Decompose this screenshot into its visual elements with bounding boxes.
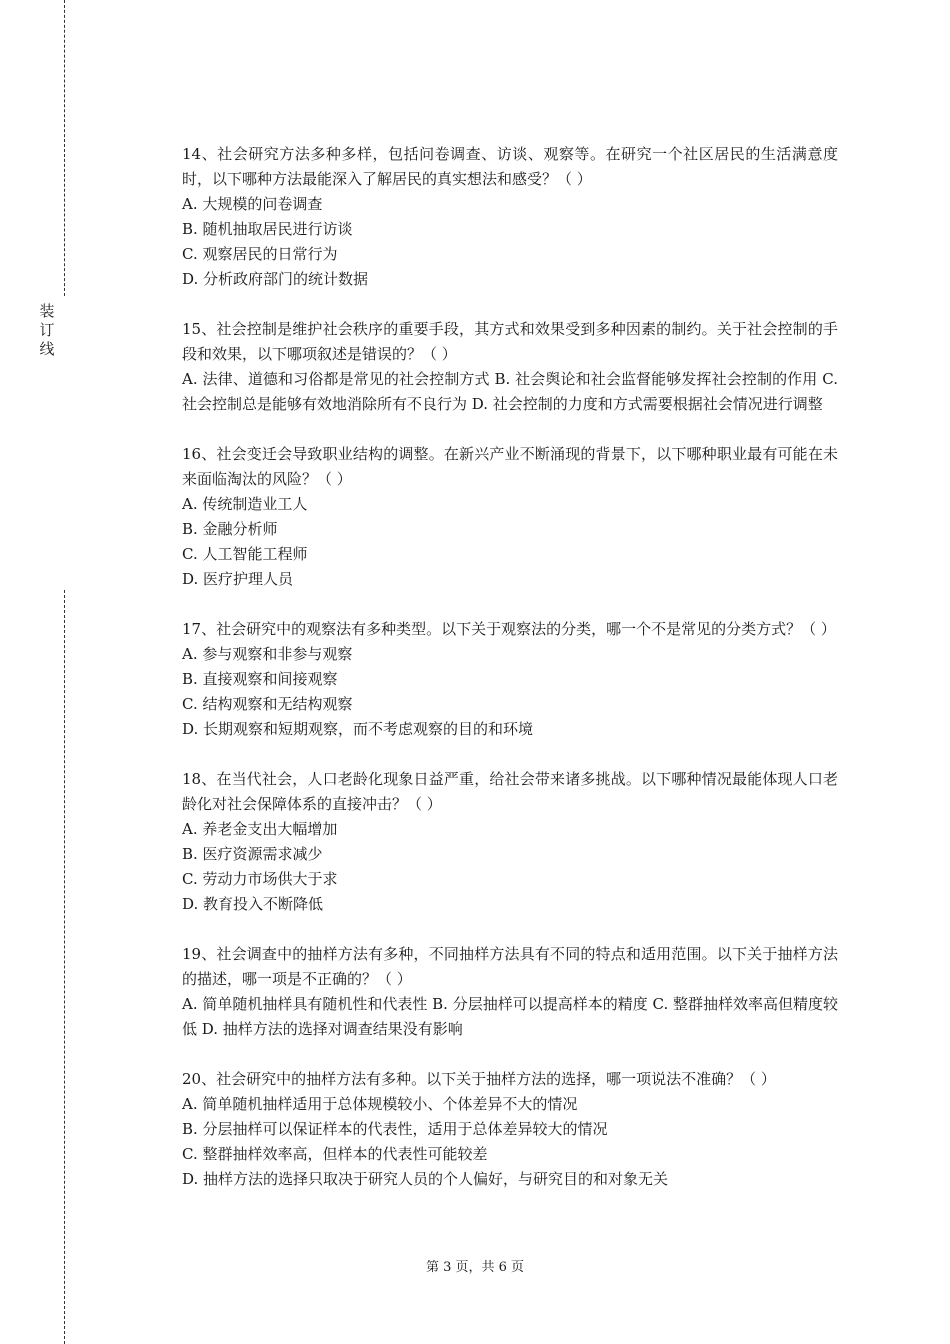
option-c: C. 劳动力市场供大于求	[182, 870, 338, 888]
option-a: A. 传统制造业工人	[182, 495, 308, 513]
option-c: C. 结构观察和无结构观察	[182, 695, 353, 713]
question-16	[182, 442, 838, 592]
question-stem: 18、在当代社会，人口老龄化现象日益严重，给社会带来诸多挑战。以下哪种情况最能体现人口老龄化对社会保障体系的直接冲击？（ ）	[182, 770, 838, 813]
question-stem: 20、社会研究中的抽样方法有多种。以下关于抽样方法的选择，哪一项说法不准确？（ ）	[182, 1070, 776, 1088]
option-c: C. 观察居民的日常行为	[182, 245, 338, 263]
binding-dashed-line-bottom	[64, 590, 65, 1344]
option-a: A. 参与观察和非参与观察	[182, 645, 353, 663]
question-stem: 15、社会控制是维护社会秩序的重要手段，其方式和效果受到多种因素的制约。关于社会控制的手段和效果，以下哪项叙述是错误的？（ ）	[182, 320, 838, 363]
question-14	[182, 142, 838, 292]
option-d: D. 教育投入不断降低	[182, 895, 324, 913]
question-stem: 19、社会调查中的抽样方法有多种，不同抽样方法具有不同的特点和适用范围。以下关于抽样方法的描述，哪一项是不正确的？（ ）	[182, 945, 838, 988]
page-footer: 第 3 页，共 6 页	[425, 1260, 525, 1275]
option-c: C. 人工智能工程师	[182, 545, 308, 563]
binding-char-1: 装	[39, 302, 55, 320]
option-a: A. 养老金支出大幅增加	[182, 820, 338, 838]
question-19	[182, 942, 838, 1042]
option-d: D. 医疗护理人员	[182, 570, 294, 588]
question-list	[182, 142, 838, 1217]
binding-char-3: 线	[39, 340, 55, 358]
question-stem: 16、社会变迁会导致职业结构的调整。在新兴产业不断涌现的背景下，以下哪种职业最有可能在未来面临淘汰的风险？（ ）	[182, 445, 838, 488]
option-b: B. 分层抽样可以保证样本的代表性，适用于总体差异较大的情况	[182, 1120, 608, 1138]
option-a: A. 大规模的问卷调查	[182, 195, 323, 213]
binding-label	[38, 302, 56, 359]
option-d: D. 抽样方法的选择只取决于研究人员的个人偏好，与研究目的和对象无关	[182, 1170, 669, 1188]
question-stem: 14、社会研究方法多种多样，包括问卷调查、访谈、观察等。在研究一个社区居民的生活满意度时，以下哪种方法最能深入了解居民的真实想法和感受？（ ）	[182, 145, 838, 188]
binding-dashed-line-top	[64, 0, 65, 296]
option-d: D. 长期观察和短期观察，而不考虑观察的目的和环境	[182, 720, 534, 738]
option-b: B. 直接观察和间接观察	[182, 670, 338, 688]
question-stem: 17、社会研究中的观察法有多种类型。以下关于观察法的分类，哪一个不是常见的分类方式？（ ）	[182, 620, 836, 638]
option-b: B. 金融分析师	[182, 520, 278, 538]
question-20	[182, 1067, 838, 1192]
option-b: B. 随机抽取居民进行访谈	[182, 220, 353, 238]
options-inline: A. 简单随机抽样具有随机性和代表性 B. 分层抽样可以提高样本的精度 C. 整群抽样效率高但精度较低 D. 抽样方法的选择对调查结果没有影响	[182, 995, 838, 1038]
question-17	[182, 617, 838, 742]
options-inline: A. 法律、道德和习俗都是常见的社会控制方式 B. 社会舆论和社会监督能够发挥社会控制的作用 C. 社会控制总是能够有效地消除所有不良行为 D. 社会控制的力度和方式需要根据社会情况进行调整	[182, 370, 838, 413]
question-18	[182, 767, 838, 917]
option-c: C. 整群抽样效率高，但样本的代表性可能较差	[182, 1145, 488, 1163]
option-a: A. 简单随机抽样适用于总体规模较小、个体差异不大的情况	[182, 1095, 578, 1113]
binding-char-2: 订	[39, 321, 55, 339]
question-15	[182, 317, 838, 417]
option-b: B. 医疗资源需求减少	[182, 845, 323, 863]
option-d: D. 分析政府部门的统计数据	[182, 270, 369, 288]
